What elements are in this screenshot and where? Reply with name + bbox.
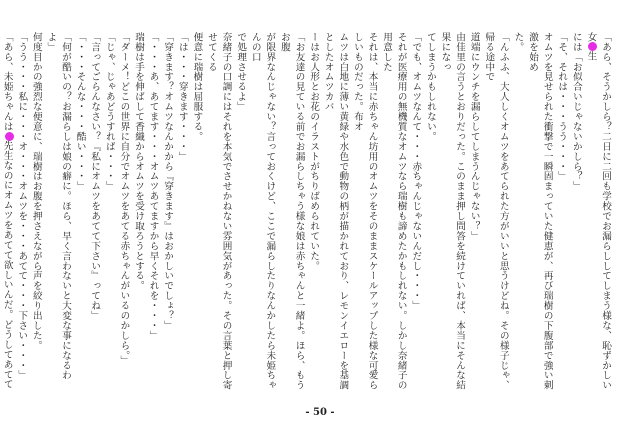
text-segment: 道端にウンチを漏らしてしまうんじゃない？」 (468, 32, 480, 241)
text-segment: 奈緒子の口調にはそれを本気でさせかねない雰囲気があった。その言葉と押し寄せてくる (205, 32, 232, 391)
text-segment: 「お友達の見ている前でお漏らしちゃう様な娘は赤ちゃんと一緒よ。ほら、もうお腹 (278, 32, 305, 391)
text-line (524, 32, 553, 392)
text-line (28, 32, 43, 392)
text-segment: 「・・・そんな・・・酷い・・・」 (74, 32, 86, 192)
text-line (276, 32, 305, 392)
highlight-marker-icon (588, 42, 597, 51)
text-segment: た。 (512, 32, 524, 52)
text-line (349, 32, 378, 392)
text-line (43, 32, 72, 392)
text-line (320, 32, 349, 392)
text-segment: 「あら、未姫ちゃんは (1, 32, 13, 132)
text-segment: が限界なんじゃない？言っておくけど、ここで漏らしたりなんかしたら未姫ちゃんの口 (249, 32, 276, 391)
text-line (101, 32, 116, 392)
text-line (160, 32, 175, 392)
text-line (437, 32, 466, 392)
text-line (233, 32, 248, 392)
text-segment: 由佳里の言うとおりだった。このまま押し問答を続けていれば、本当にそんな結果になっ (439, 32, 466, 391)
text-line (481, 32, 510, 392)
text-segment: 「そ、それは・・・うう・・・」 (556, 32, 568, 182)
text-segment: 「でも、オムツなんて・・・赤ちゃんじゃないんだし・・・」 (410, 32, 422, 311)
text-line (554, 32, 569, 392)
text-segment: それは、本当に赤ちゃん坊用のオムツをそのままスケールアップした様な可愛らしいものだった。布オ (351, 32, 378, 391)
text-segment: それが医療用の無機質なオムツなら瑞樹も諦めたかもしれない。しかし奈緒子の用意した (381, 32, 407, 391)
text-line (379, 32, 408, 392)
text-segment: 「言ってごらんなさい？『私にオムツをあてて下さい』ってね」 (89, 32, 101, 321)
body-text (1, 32, 612, 392)
text-line (583, 32, 612, 392)
text-segment: 「は・・・穿きます・・・」 (176, 32, 188, 162)
text-segment: 生 (585, 50, 597, 61)
text-segment: 先生なのにオムツをあてて欲しいんだ。どうしてあてて (1, 140, 13, 390)
text-line (72, 32, 87, 392)
text-line (510, 32, 525, 392)
text-segment: 「ダーメ！どこの世界に自分でオムツをあてる赤ちゃんがいるのかしら。」 (118, 32, 130, 366)
text-line (130, 32, 145, 392)
text-segment: で処理させるよ」 (235, 32, 247, 112)
text-segment: 何度目かの強烈な便意に、瑞樹はお腹を押さえながら声を絞り出した。 (30, 32, 42, 351)
text-segment: オムツを見せられた衝撃で一瞬固まっていた健恵が、再び瑞樹の下腹部で強い刺激を始め (527, 32, 553, 391)
text-segment: 瑞樹は手を伸ばして香織からオムツを受け取ろうとする。 (133, 32, 144, 291)
text-line (466, 32, 481, 392)
text-line (174, 32, 189, 392)
text-line (87, 32, 102, 392)
text-segment: 「・・・あ、あてます・・・オムツあてますから早くそれを・・・」 (147, 32, 159, 341)
text-line (145, 32, 160, 392)
text-line (189, 32, 204, 392)
text-line (14, 32, 29, 392)
text-segment: 「何が酷いの？お漏らしは娘の癖に。ほら、早く言わないと大変な事になるわよ」 (45, 32, 72, 381)
text-line (203, 32, 232, 392)
text-segment: 「あら、そうかしら？二日に二回も学校でお漏らししてしまう様な、恥ずかしい女 (585, 32, 611, 391)
text-line (116, 32, 131, 392)
text-segment: 便意に瑞樹は屈服する。 (191, 32, 203, 142)
text-line (568, 32, 583, 392)
text-segment: には「お似合いじゃないかしら？」 (570, 32, 582, 192)
text-line (306, 32, 321, 392)
text-segment: 「じゃ、じゃあどうすれば・・・」 (103, 32, 115, 192)
text-segment: 「うう・・・私に・・・オ・・・オムツを・・・あてて・・・下さい・・・」 (16, 32, 28, 381)
text-segment: 「んふふ、大人しくオムツをあてられた方がいいと思うけどね。その様子じゃ、帰る途中で (483, 32, 509, 391)
text-segment: ーはお人形とお花のイラストがちりばめられていた。 (308, 32, 320, 271)
text-segment: てしまうかもしれない。 (424, 32, 436, 142)
text-line (422, 32, 437, 392)
text-line (247, 32, 276, 392)
text-line (0, 32, 14, 392)
highlight-marker-icon (5, 132, 14, 141)
text-segment: 「穿きます？オムツなんかから『穿きます』はおかしいでしょ？」 (162, 32, 174, 331)
page-number: - 50 - (305, 407, 335, 418)
text-segment: ムツは白地に薄い黄緑や水色で動物の柄が描かれており、レモンイエローを基調としたオムツカバ (322, 32, 349, 391)
text-line (408, 32, 423, 392)
